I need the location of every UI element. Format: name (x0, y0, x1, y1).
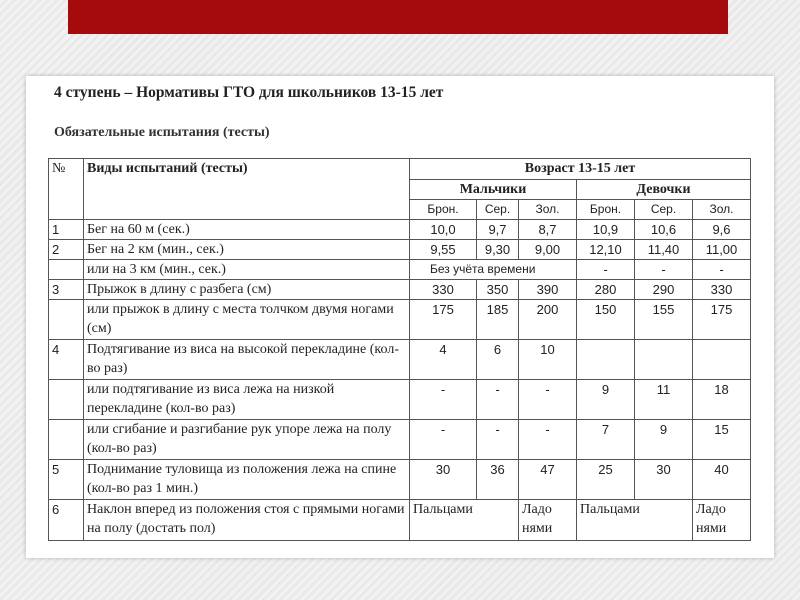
row-value: - (519, 420, 577, 460)
row-value: 15 (693, 420, 751, 460)
row-value: Пальцами (410, 500, 519, 541)
row-value-empty (693, 340, 751, 380)
row-value: - (693, 260, 751, 280)
row-value-empty (577, 340, 635, 380)
row-value: 200 (519, 300, 577, 340)
row-test: Подтягивание из виса на высокой перекладине (кол-во раз) (84, 340, 410, 380)
row-value: 330 (410, 280, 477, 300)
row-value: 12,10 (577, 240, 635, 260)
row-value: 8,7 (519, 220, 577, 240)
header-age: Возраст 13-15 лет (410, 159, 751, 180)
row-value: 4 (410, 340, 477, 380)
row-value: 290 (635, 280, 693, 300)
header-level-boys-gold: Зол. (519, 200, 577, 220)
table-row (49, 380, 751, 420)
row-value: 6 (477, 340, 519, 380)
row-test: Бег на 60 м (сек.) (84, 220, 410, 240)
row-value: 40 (693, 460, 751, 500)
row-test: Бег на 2 км (мин., сек.) (84, 240, 410, 260)
row-note: Без учёта времени (410, 260, 577, 280)
table-row (49, 220, 751, 240)
row-num: 2 (49, 240, 84, 260)
row-value: 175 (410, 300, 477, 340)
row-value: Пальцами (577, 500, 693, 541)
row-value: 9 (635, 420, 693, 460)
row-num (49, 300, 84, 340)
row-value: 10,0 (410, 220, 477, 240)
table-row (49, 460, 751, 500)
row-value: 10 (519, 340, 577, 380)
row-value: 9,30 (477, 240, 519, 260)
row-value: 18 (693, 380, 751, 420)
table-row (49, 340, 751, 380)
row-num (49, 260, 84, 280)
row-test: или на 3 км (мин., сек.) (84, 260, 410, 280)
row-value: 11 (635, 380, 693, 420)
gto-standards-table (48, 158, 751, 541)
table-row (49, 240, 751, 260)
row-value: 175 (693, 300, 751, 340)
row-value: - (410, 380, 477, 420)
table-header-row (49, 159, 751, 180)
header-level-girls-gold: Зол. (693, 200, 751, 220)
row-value: - (519, 380, 577, 420)
row-value: 10,6 (635, 220, 693, 240)
row-value: 9,00 (519, 240, 577, 260)
row-num (49, 380, 84, 420)
row-num (49, 420, 84, 460)
row-value: 155 (635, 300, 693, 340)
row-value: - (635, 260, 693, 280)
table-row (49, 300, 751, 340)
table-row (49, 500, 751, 541)
row-num: 1 (49, 220, 84, 240)
row-num: 6 (49, 500, 84, 541)
row-value: 11,00 (693, 240, 751, 260)
header-level-girls-bronze: Брон. (577, 200, 635, 220)
row-test: Наклон вперед из положения стоя с прямыми ногами на полу (достать пол) (84, 500, 410, 541)
document-image (26, 76, 774, 558)
row-value: - (477, 380, 519, 420)
header-girls: Девочки (577, 180, 751, 200)
row-value: - (577, 260, 635, 280)
row-value: 30 (635, 460, 693, 500)
header-banner (68, 0, 728, 34)
row-value: 9 (577, 380, 635, 420)
row-num: 3 (49, 280, 84, 300)
row-value: 330 (693, 280, 751, 300)
header-tests: Виды испытаний (тесты) (84, 159, 410, 220)
row-value: Ладо нями (693, 500, 751, 541)
row-value: 30 (410, 460, 477, 500)
row-value: 10,9 (577, 220, 635, 240)
row-test: или прыжок в длину с места толчком двумя ногами (см) (84, 300, 410, 340)
row-value: 350 (477, 280, 519, 300)
row-value: 9,55 (410, 240, 477, 260)
header-num: № (49, 159, 84, 220)
document-title: 4 ступень – Нормативы ГТО для школьников 13-15 лет (54, 84, 444, 101)
row-value: 11,40 (635, 240, 693, 260)
row-num: 4 (49, 340, 84, 380)
row-num: 5 (49, 460, 84, 500)
table-row (49, 260, 751, 280)
row-value: 9,7 (477, 220, 519, 240)
row-value: 36 (477, 460, 519, 500)
row-test: или подтягивание из виса лежа на низкой перекладине (кол-во раз) (84, 380, 410, 420)
row-value: 280 (577, 280, 635, 300)
header-level-girls-silver: Сер. (635, 200, 693, 220)
table-row (49, 420, 751, 460)
table-row (49, 280, 751, 300)
row-test: Поднимание туловища из положения лежа на спине (кол-во раз 1 мин.) (84, 460, 410, 500)
row-value-empty (635, 340, 693, 380)
row-value: 390 (519, 280, 577, 300)
row-test: или сгибание и разгибание рук упоре лежа на полу (кол-во раз) (84, 420, 410, 460)
header-boys: Мальчики (410, 180, 577, 200)
row-value: 9,6 (693, 220, 751, 240)
row-value: 25 (577, 460, 635, 500)
row-value: 150 (577, 300, 635, 340)
row-test: Прыжок в длину с разбега (см) (84, 280, 410, 300)
row-value: 47 (519, 460, 577, 500)
row-value: 7 (577, 420, 635, 460)
row-value: - (410, 420, 477, 460)
header-level-boys-bronze: Брон. (410, 200, 477, 220)
header-level-boys-silver: Сер. (477, 200, 519, 220)
row-value: Ладо нями (519, 500, 577, 541)
document-subtitle: Обязательные испытания (тесты) (54, 125, 270, 140)
row-value: 185 (477, 300, 519, 340)
row-value: - (477, 420, 519, 460)
